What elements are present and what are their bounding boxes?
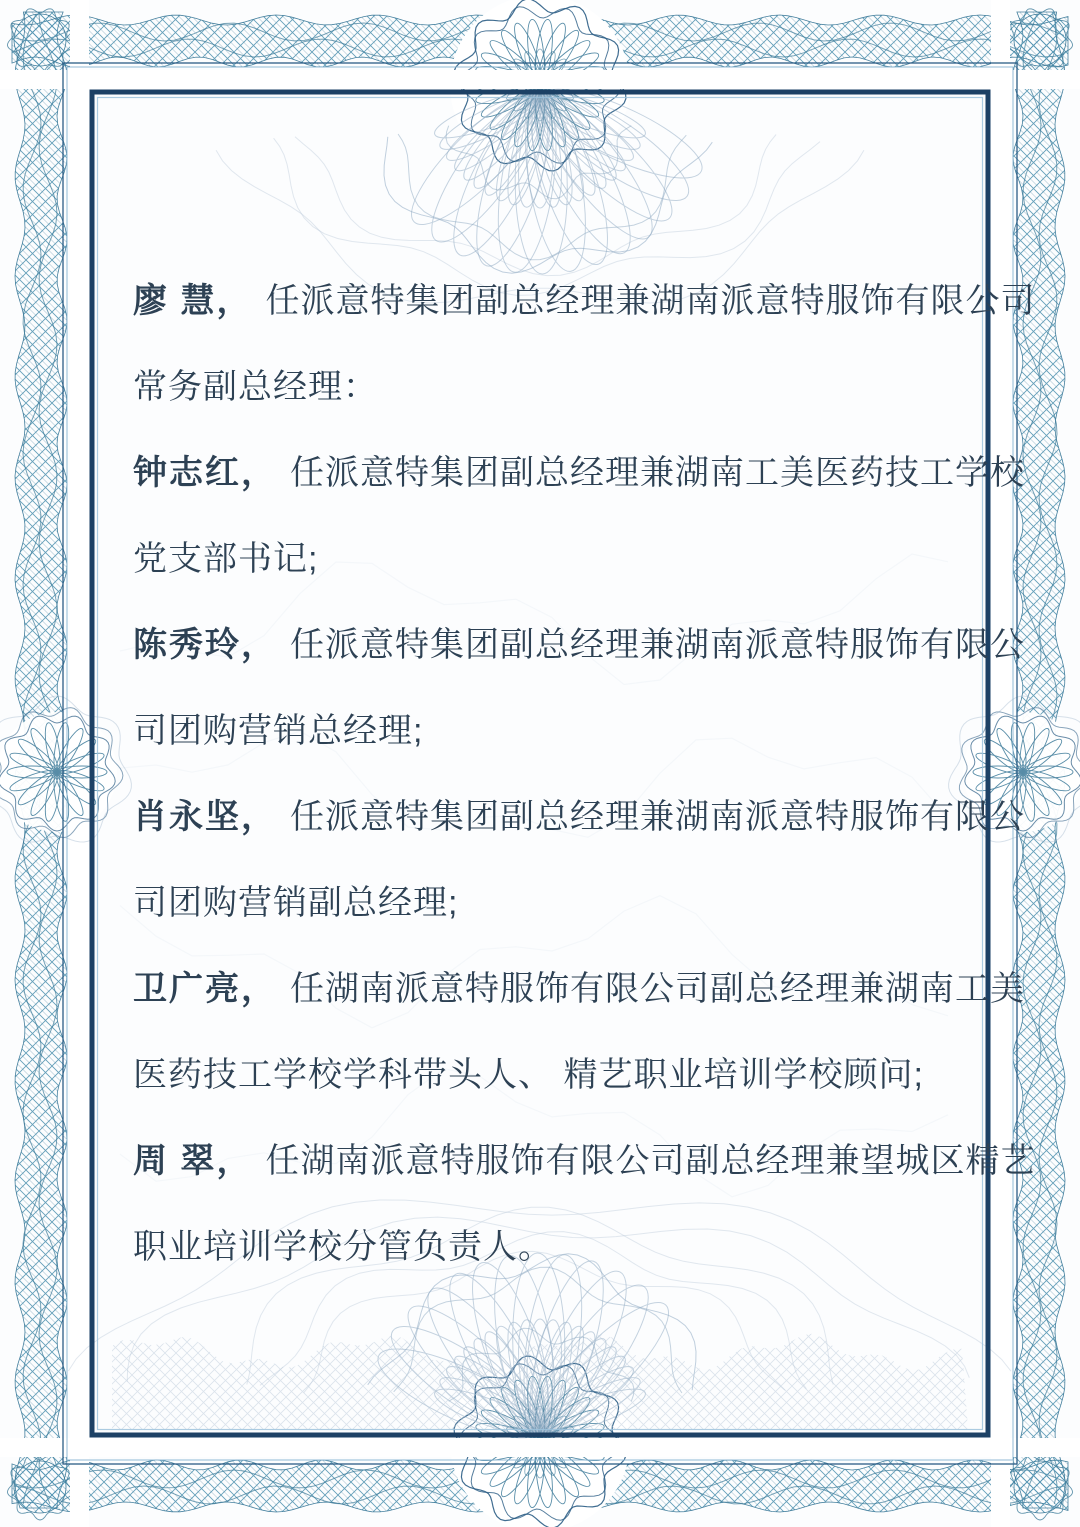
- appointment-list: [133, 258, 1036, 1290]
- appointment-line-continued: 职业培训学校分管负责人。: [133, 1228, 553, 1266]
- appointment-line: [133, 258, 1036, 344]
- person-name: 卫广亮，: [133, 970, 277, 1008]
- appointment-entry: [133, 430, 1025, 602]
- appointment-line: [133, 602, 1025, 688]
- appointment-entry: [133, 946, 1025, 1118]
- appointment-entry: [133, 258, 1036, 430]
- appointment-entry: [133, 774, 1025, 946]
- person-name: 陈秀玲，: [133, 626, 277, 664]
- appointment-text: 任湖南派意特服饰有限公司副总经理兼望城区精艺: [265, 1142, 1036, 1180]
- appointment-entry: [133, 602, 1025, 774]
- appointment-text: 任派意特集团副总经理兼湖南派意特服饰有限公: [290, 626, 1025, 664]
- appointment-line-continued: 常务副总经理：: [133, 368, 378, 406]
- appointment-line-continued: 党支部书记;: [133, 540, 319, 578]
- appointment-line-continued: 医药技工学校学科带头人、 精艺职业培训学校顾问;: [133, 1056, 924, 1094]
- appointment-text: 任派意特集团副总经理兼湖南工美医药技工学校: [290, 454, 1025, 492]
- appointment-line: [133, 1118, 1036, 1204]
- appointment-line: [133, 430, 1025, 516]
- appointment-line-continued: 司团购营销副总经理;: [133, 884, 459, 922]
- person-name: 钟志红，: [133, 454, 277, 492]
- appointment-line: [133, 946, 1025, 1032]
- appointment-text: 任派意特集团副总经理兼湖南派意特服饰有限公司: [265, 282, 1036, 320]
- person-name: 周 翠，: [133, 1142, 253, 1180]
- person-name: 廖 慧，: [133, 282, 253, 320]
- appointment-text: 任派意特集团副总经理兼湖南派意特服饰有限公: [290, 798, 1025, 836]
- person-name: 肖永坚，: [133, 798, 277, 836]
- appointment-entry: [133, 1118, 1036, 1290]
- appointment-line: [133, 774, 1025, 860]
- appointment-line-continued: 司团购营销总经理;: [133, 712, 424, 750]
- appointment-text: 任湖南派意特服饰有限公司副总经理兼湖南工美: [290, 970, 1025, 1008]
